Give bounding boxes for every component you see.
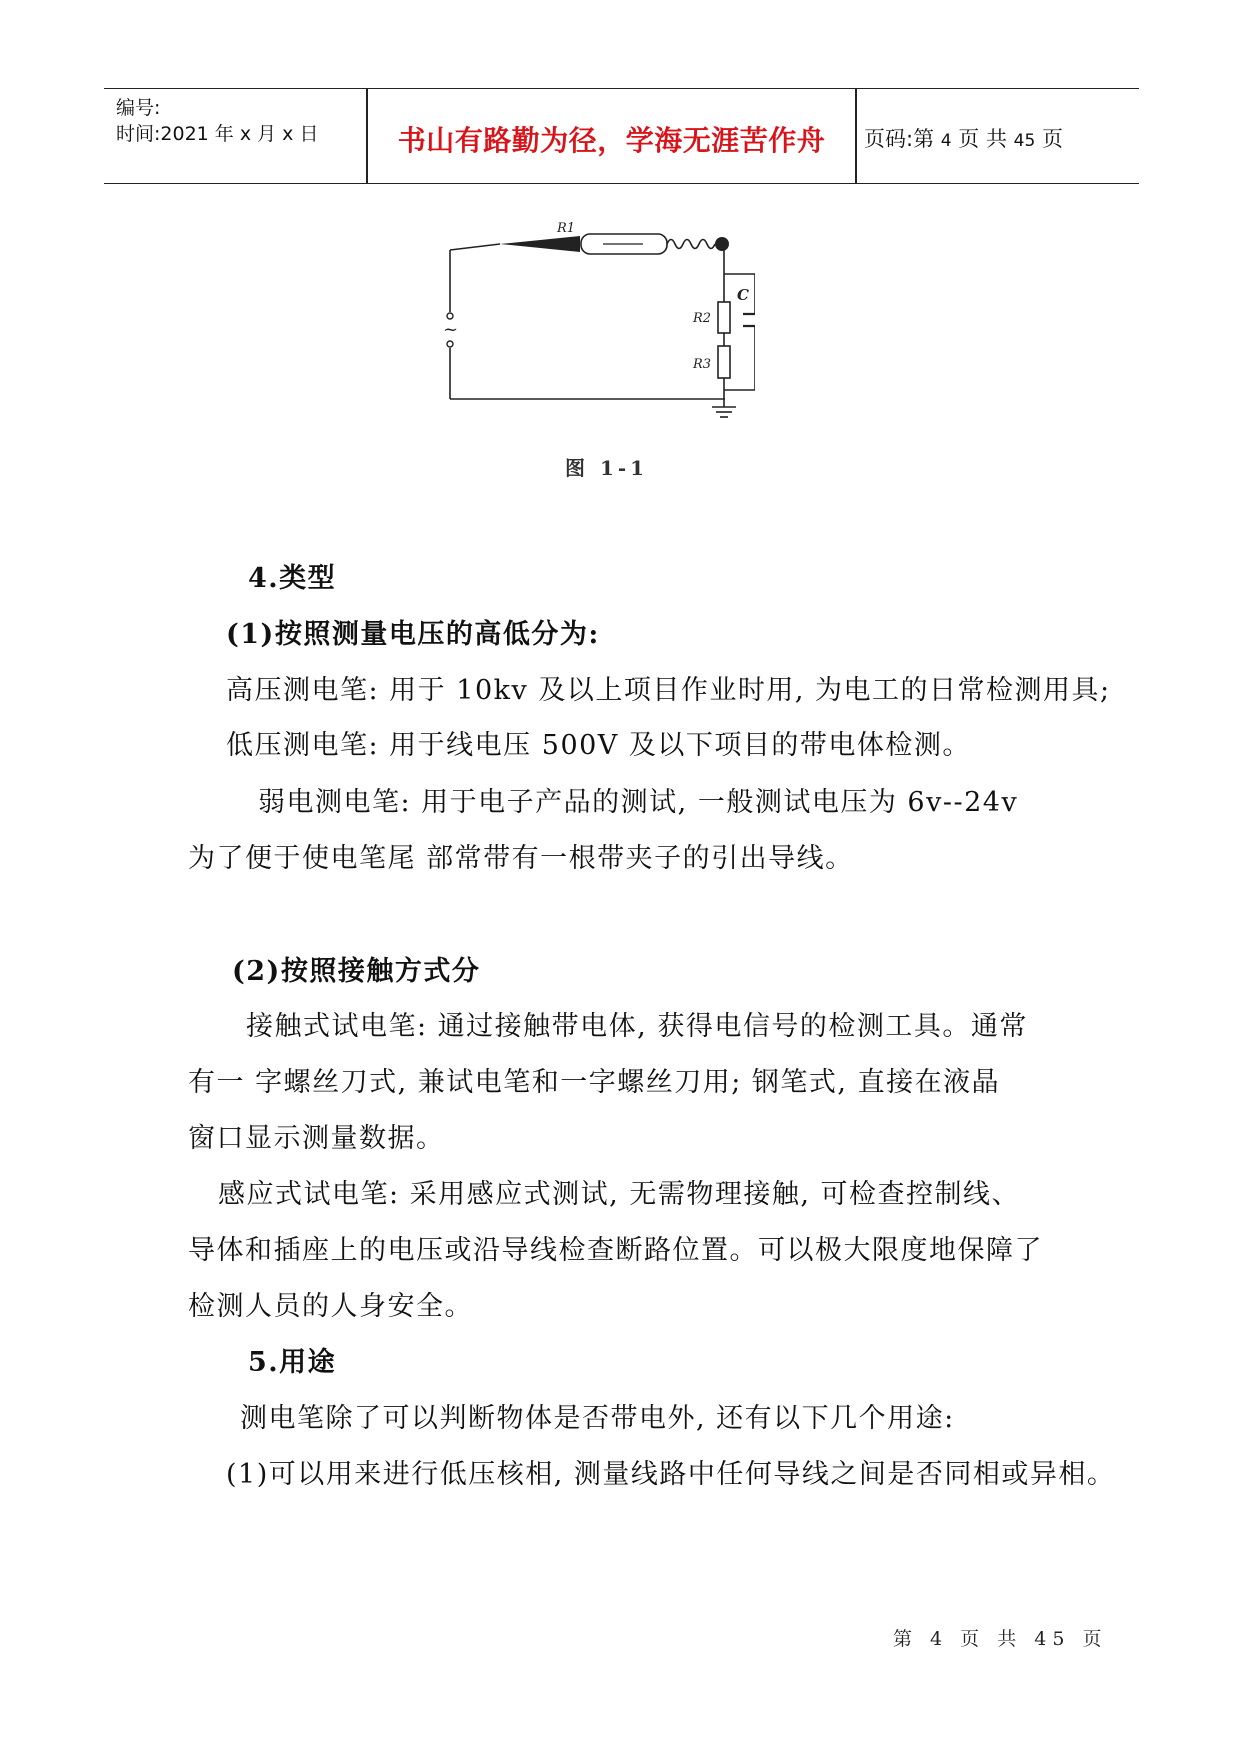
paragraph-line: 弱电测电笔: 用于电子产品的测试, 一般测试电压为 6v--24v [258,787,1019,818]
page-header [104,88,1139,184]
section-heading-uses: 5.用途 [248,1347,337,1378]
header-divider-right [855,89,857,183]
page-footer: 第 4 页 共 45 页 [893,1628,1108,1650]
label-capacitor: C [737,286,749,304]
paragraph-line: 窗口显示测量数据。 [188,1123,445,1154]
label-r1: R1 [557,222,576,236]
paragraph-line: 低压测电笔: 用于线电压 500V 及以下项目的带电体检测。 [226,730,971,761]
header-meta [116,95,318,147]
header-time-label: 时间:2021 年 x 月 x 日 [116,123,319,145]
circuit-diagram [425,222,755,442]
paragraph-line: 有一 字螺丝刀式, 兼试电笔和一字螺丝刀用; 钢笔式, 直接在液晶 [188,1067,1001,1098]
header-page-suffix: 页 [1041,127,1063,151]
spring-coil-shape [667,240,715,249]
header-page-num: 4 [940,131,952,151]
ac-source-label: ~ [443,319,459,340]
subheading-contact: (2)按照接触方式分 [232,956,481,987]
header-page-mid: 页 共 [958,127,1007,151]
figure-caption: 图 1-1 [565,456,649,480]
header-page-total: 45 [1013,131,1036,151]
header-number-label: 编号: [116,97,161,119]
label-r2: R2 [693,311,712,326]
paragraph-line: (1)可以用来进行低压核相, 测量线路中任何导线之间是否同相或异相。 [226,1459,1116,1490]
label-r3: R3 [693,357,712,372]
paragraph-line: 接触式试电笔: 通过接触带电体, 获得电信号的检测工具。通常 [246,1011,1028,1042]
header-page-prefix: 页码:第 [864,127,935,151]
terminal-dot [715,237,729,251]
resistor-r2-shape [718,302,730,333]
subheading-voltage: (1)按照测量电压的高低分为: [226,619,600,650]
paragraph-line: 高压测电笔: 用于 10kv 及以上项目作业时用, 为电工的日常检测用具; [226,675,1111,706]
paragraph-line: 感应式试电笔: 采用感应式测试, 无需物理接触, 可检查控制线、 [218,1179,1021,1210]
paragraph-line: 导体和插座上的电压或沿导线检查断路位置。可以极大限度地保障了 [188,1235,1043,1266]
section-heading-types: 4.类型 [248,563,337,594]
paragraph-line: 为了便于使电笔尾 部常带有一根带夹子的引出导线。 [188,843,854,874]
paragraph-line: 测电笔除了可以判断物体是否带电外, 还有以下几个用途: [240,1403,955,1434]
header-motto: 书山有路勤为径，学海无涯苦作舟 [397,124,826,157]
probe-tip-shape [500,236,580,252]
header-page-indicator [864,123,1063,153]
resistor-r3-shape [718,346,730,378]
paragraph-line: 检测人员的人身安全。 [188,1291,473,1322]
